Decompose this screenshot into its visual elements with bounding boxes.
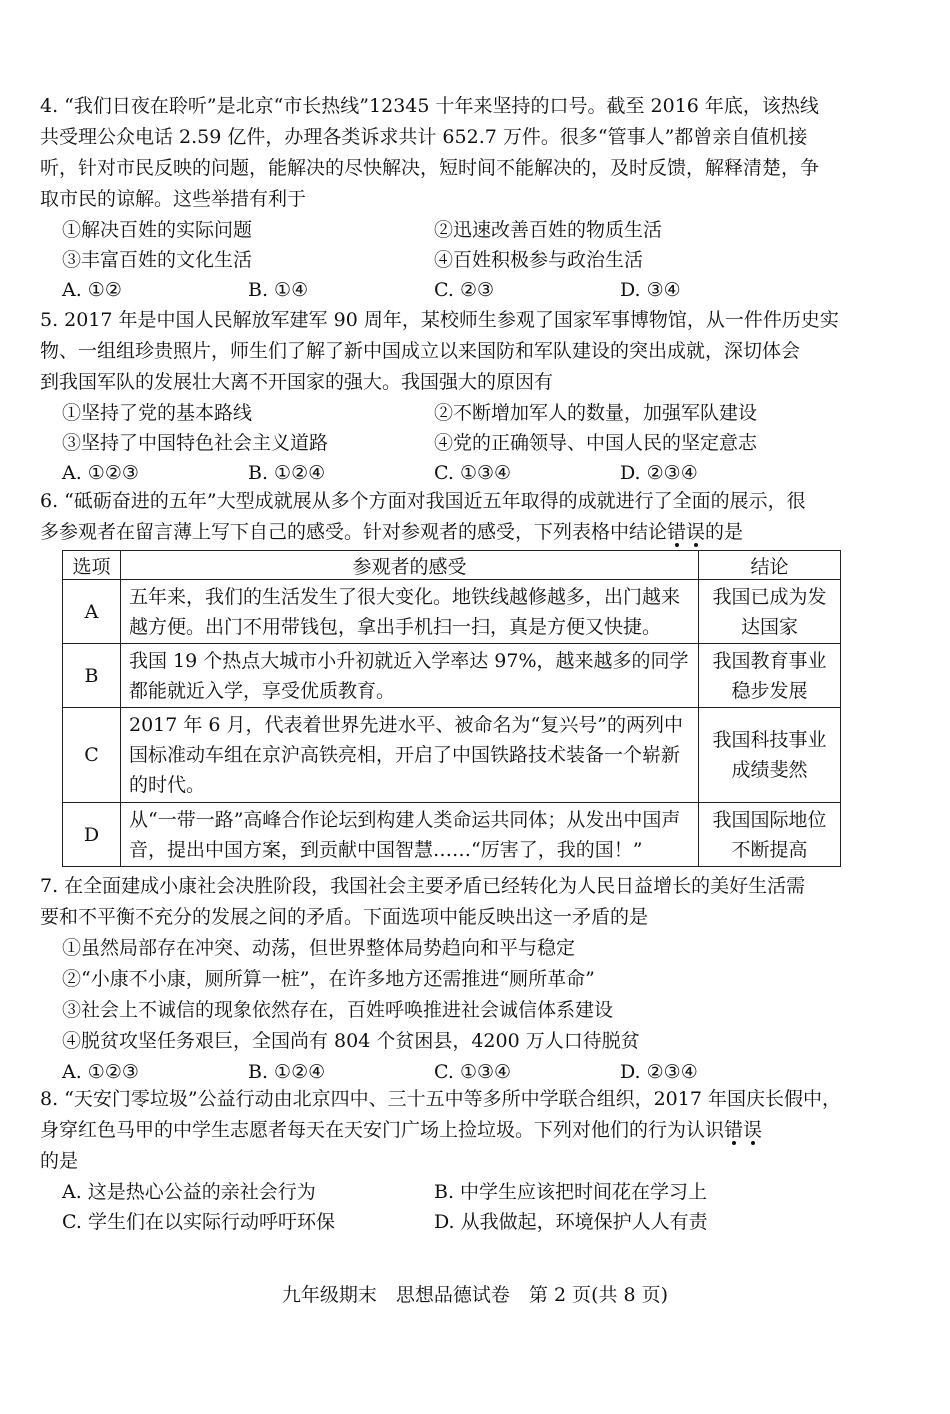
question-4-option-4: ④百姓积极参与政治生活 (434, 249, 644, 271)
question-8-choices-row-1 (40, 1177, 900, 1207)
table-row-feeling: 2017 年 6 月，代表着世界先进水平、被命名为“复兴号”的两列中国标准动车组在京沪高铁亮相，开启了中国铁路技术装备一个崭新的时代。 (121, 708, 699, 803)
table-row-conclusion: 我国国际地位不断提高 (699, 803, 841, 867)
table-row-label: C (63, 708, 121, 803)
question-5-stem-line-1: 5. 2017 年是中国人民解放军建军 90 周年，某校师生参观了国家军事博物馆，从一件件历史实 (40, 309, 839, 331)
question-4-choice-a: A. ①② (62, 279, 122, 301)
emphasis-char: 错 (724, 1119, 743, 1141)
question-4-choices (40, 275, 900, 305)
table-row-conclusion: 我国教育事业稳步发展 (699, 644, 841, 708)
question-5-option-1: ①坚持了党的基本路线 (62, 402, 253, 424)
emphasis-char: 误 (743, 1119, 762, 1141)
question-6-stem-line-2-text: 多参观者在留言薄上写下自己的感受。针对参观者的感受，下列表格中结论 (40, 521, 668, 543)
table-row (63, 644, 841, 708)
table-header-option: 选项 (63, 551, 121, 580)
question-5-choices (40, 458, 900, 488)
table-row-label: D (63, 803, 121, 867)
question-4-choice-b: B. ①④ (248, 279, 309, 301)
question-4-choice-d: D. ③④ (620, 279, 681, 301)
question-8-choice-b: B. 中学生应该把时间花在学习上 (434, 1181, 708, 1203)
question-7-option-2: ②“小康不小康，厕所算一桩”，在许多地方还需推进“厕所革命” (62, 968, 595, 990)
question-8-choice-c: C. 学生们在以实际行动呼吁环保 (62, 1211, 335, 1233)
question-5-choice-a: A. ①②③ (62, 462, 139, 484)
question-5-choice-c: C. ①③④ (434, 462, 512, 484)
question-4-option-3: ③丰富百姓的文化生活 (62, 249, 253, 271)
question-6-stem-line-1: 6. “砥砺奋进的五年”大型成就展从多个方面对我国近五年取得的成就进行了全面的展示，很 (40, 490, 806, 512)
question-4-stem-line-2: 共受理公众电话 2.59 亿件，办理各类诉求共计 652.7 万件。很多“管事人”都曾亲自值机接 (40, 126, 808, 148)
table-header-row (63, 551, 841, 580)
feelings-table (62, 550, 841, 867)
question-5-option-4: ④党的正确领导、中国人民的坚定意志 (434, 432, 758, 454)
question-5-choice-d: D. ②③④ (620, 462, 698, 484)
question-5-stem-line-3: 到我国军队的发展壮大离不开国家的强大。我国强大的原因有 (40, 371, 554, 393)
question-6 (40, 486, 900, 548)
question-7-stem-line-1: 7. 在全面建成小康社会决胜阶段，我国社会主要矛盾已经转化为人民日益增长的美好生活需 (40, 875, 806, 897)
question-8 (40, 1084, 900, 1237)
table-row (63, 708, 841, 803)
question-8-stem-line-2-text: 身穿红色马甲的中学生志愿者每天在天安门广场上捡垃圾。下列对他们的行为认识 (40, 1119, 725, 1141)
emphasis-dot (732, 1141, 736, 1145)
question-7-choice-b: B. ①②④ (248, 1061, 326, 1083)
table-header-feeling: 参观者的感受 (121, 551, 699, 580)
emphasis-dot (675, 543, 679, 547)
question-5-option-3: ③坚持了中国特色社会主义道路 (62, 432, 329, 454)
question-4-choice-c: C. ②③ (434, 279, 495, 301)
question-4-option-2: ②迅速改善百姓的物质生活 (434, 219, 663, 241)
question-5-stem-line-2: 物、一组组珍贵照片，师生们了解了新中国成立以来国防和军队建设的突出成就，深切体会 (40, 340, 801, 362)
question-6-stem-line-2 (40, 517, 900, 548)
question-8-choice-a: A. 这是热心公益的亲社会行为 (62, 1181, 316, 1203)
question-8-choices-row-2 (40, 1207, 900, 1237)
emphasis-char: 误 (686, 521, 705, 543)
question-7-option-4: ④脱贫攻坚任务艰巨，全国尚有 804 个贫困县，4200 万人口待脱贫 (62, 1030, 640, 1052)
question-4 (40, 91, 900, 305)
question-7-option-3: ③社会上不诚信的现象依然存在，百姓呼唤推进社会诚信体系建设 (62, 999, 614, 1021)
table-row-feeling: 从“一带一路”高峰合作论坛到构建人类命运共同体；从发出中国声音，提出中国方案，到贡献中国智慧……“厉害了，我的国！” (121, 803, 699, 867)
question-4-options-row-2 (40, 245, 900, 275)
emphasis-char: 错 (667, 521, 686, 543)
question-7-choices (40, 1057, 900, 1087)
question-5-option-2: ②不断增加军人的数量，加强军队建设 (434, 402, 758, 424)
question-7-choice-d: D. ②③④ (620, 1061, 698, 1083)
question-8-choice-d: D. 从我做起，环境保护人人有责 (434, 1211, 708, 1233)
table-row-conclusion: 我国科技事业成绩斐然 (699, 708, 841, 803)
emphasis-dot (694, 543, 698, 547)
table-row-label: A (63, 580, 121, 644)
question-4-option-1: ①解决百姓的实际问题 (62, 219, 253, 241)
question-8-stem-line-2 (40, 1115, 900, 1146)
question-5-options-row-2 (40, 428, 900, 458)
table-row-label: B (63, 644, 121, 708)
table-header-conclusion: 结论 (699, 551, 841, 580)
question-7-option-1: ①虽然局部存在冲突、动荡，但世界整体局势趋向和平与稳定 (62, 937, 576, 959)
table-row-conclusion: 我国已成为发达国家 (699, 580, 841, 644)
question-5-options-row-1 (40, 398, 900, 428)
question-4-stem-line-1: 4. “我们日夜在聆听”是北京“市长热线”12345 十年来坚持的口号。截至 2016 年底，该热线 (40, 95, 819, 117)
question-5 (40, 305, 900, 488)
question-7-choice-a: A. ①②③ (62, 1061, 139, 1083)
table-row-feeling: 我国 19 个热点大城市小升初就近入学率达 97%，越来越多的同学都能就近入学，享受优质教育。 (121, 644, 699, 708)
question-8-stem-line-3: 的是 (40, 1150, 79, 1172)
question-5-choice-b: B. ①②④ (248, 462, 326, 484)
table-row-feeling: 五年来，我们的生活发生了很大变化。地铁线越修越多，出门越来越方便。出门不用带钱包，拿出手机扫一扫，真是方便又快捷。 (121, 580, 699, 644)
question-7-stem-line-2: 要和不平衡不充分的发展之间的矛盾。下面选项中能反映出这一矛盾的是 (40, 906, 649, 928)
question-4-stem-line-3: 听，针对市民反映的问题，能解决的尽快解决，短时间不能解决的，及时反馈，解释清楚，争 (40, 157, 820, 179)
question-7 (40, 871, 900, 1087)
emphasis-dot (751, 1141, 755, 1145)
table-row (63, 803, 841, 867)
question-4-options-row-1 (40, 215, 900, 245)
question-6-stem-line-2-end: 的是 (705, 521, 744, 543)
question-7-choice-c: C. ①③④ (434, 1061, 512, 1083)
table-row (63, 580, 841, 644)
page-footer: 九年级期末 思想品德试卷 第 2 页(共 8 页) (281, 1284, 669, 1306)
question-4-stem-line-4: 取市民的谅解。这些举措有利于 (40, 188, 307, 210)
question-8-stem-line-1: 8. “天安门零垃圾”公益行动由北京四中、三十五中等多所中学联合组织，2017 年国庆长假中， (40, 1088, 841, 1110)
